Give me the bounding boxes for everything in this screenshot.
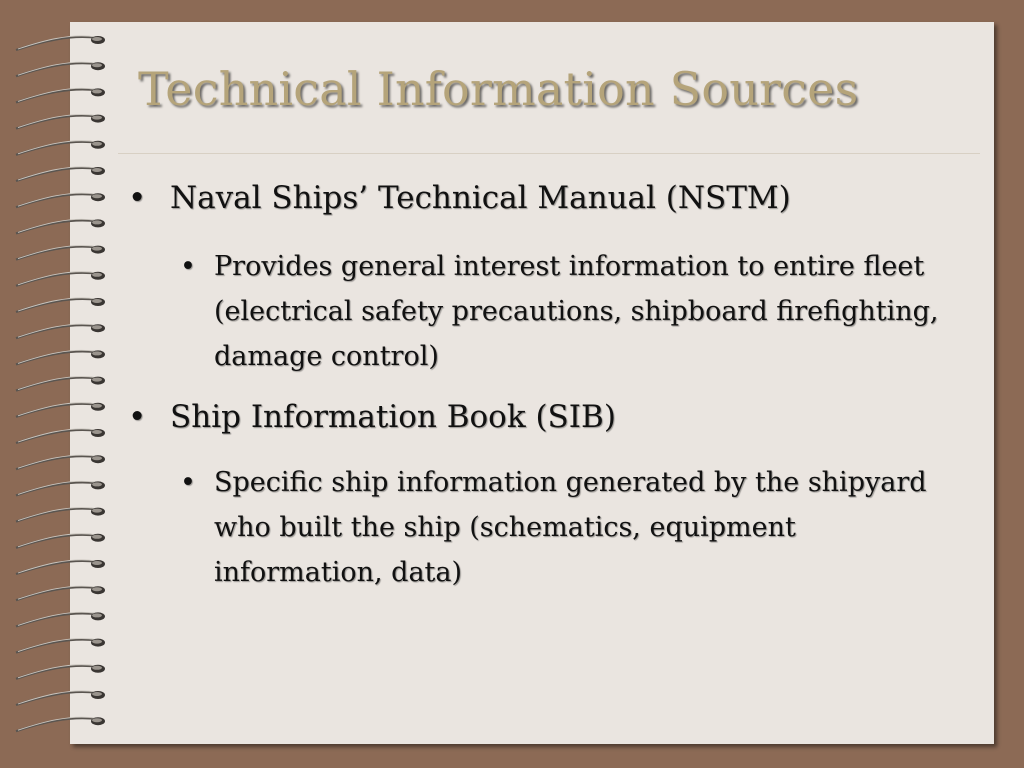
ring-cap bbox=[92, 116, 102, 120]
ring-cap bbox=[92, 430, 102, 434]
bullet-dot-icon: • bbox=[180, 467, 196, 498]
spiral-ring bbox=[16, 404, 98, 417]
slide-title: Technical Information Sources bbox=[138, 62, 859, 116]
bullet-dot-icon: • bbox=[128, 180, 147, 216]
bullet-text: Ship Information Book (SIB) bbox=[170, 399, 616, 435]
spiral-ring bbox=[16, 718, 98, 731]
spiral-ring bbox=[16, 378, 98, 391]
bullet-dot-icon: • bbox=[128, 399, 147, 435]
ring-cap bbox=[92, 273, 102, 277]
ring-cap bbox=[92, 535, 102, 539]
sub-bullet-nstm bbox=[180, 244, 940, 379]
spiral-ring bbox=[16, 535, 98, 548]
ring-cap bbox=[92, 482, 102, 486]
ring-cap bbox=[92, 613, 102, 617]
sub-bullet-sib bbox=[180, 460, 950, 595]
spiral-ring bbox=[16, 482, 98, 495]
ring-cap bbox=[92, 718, 102, 722]
ring-cap bbox=[92, 142, 102, 146]
spiral-ring bbox=[16, 692, 98, 705]
ring-cap bbox=[92, 220, 102, 224]
spiral-ring bbox=[16, 456, 98, 469]
ring-cap bbox=[92, 666, 102, 670]
spiral-ring bbox=[16, 351, 98, 364]
sub-bullet-text: Specific ship information generated by the shipyard who built the ship (schematics, equipment information, data) bbox=[214, 467, 927, 588]
ring-cap bbox=[92, 351, 102, 355]
spiral-ring bbox=[16, 142, 98, 155]
bullet-text: Naval Ships’ Technical Manual (NSTM) bbox=[170, 180, 791, 216]
ring-cap bbox=[92, 63, 102, 67]
spiral-ring bbox=[16, 247, 98, 260]
ring-cap bbox=[92, 194, 102, 198]
spiral-ring bbox=[16, 220, 98, 233]
ring-cap bbox=[92, 89, 102, 93]
sub-bullet-text: Provides general interest information to entire fleet (electrical safety precautions, shipboard firefighting, damage control) bbox=[214, 251, 939, 372]
spiral-ring bbox=[16, 194, 98, 207]
ring-cap bbox=[92, 587, 102, 591]
spiral-ring bbox=[16, 116, 98, 129]
spiral-ring bbox=[16, 299, 98, 312]
ring-cap bbox=[92, 37, 102, 41]
ring-cap bbox=[92, 404, 102, 408]
ring-cap bbox=[92, 299, 102, 303]
notebook-page bbox=[70, 22, 994, 744]
spiral-ring bbox=[16, 168, 98, 181]
spiral-ring bbox=[16, 89, 98, 102]
ring-cap bbox=[92, 247, 102, 251]
spiral-ring bbox=[16, 613, 98, 626]
bullet-dot-icon: • bbox=[180, 251, 196, 282]
spiral-ring bbox=[16, 430, 98, 443]
spiral-ring bbox=[16, 273, 98, 286]
spiral-ring bbox=[16, 640, 98, 653]
ring-cap bbox=[92, 325, 102, 329]
ring-cap bbox=[92, 640, 102, 644]
ring-cap bbox=[92, 456, 102, 460]
spiral-ring bbox=[16, 63, 98, 76]
spiral-ring bbox=[16, 666, 98, 679]
ring-cap bbox=[92, 168, 102, 172]
spiral-ring bbox=[16, 325, 98, 338]
bullet-sib bbox=[128, 399, 616, 435]
bullet-nstm bbox=[128, 180, 791, 216]
ring-cap bbox=[92, 378, 102, 382]
spiral-binding-icon bbox=[0, 0, 120, 768]
spiral-ring bbox=[16, 37, 98, 50]
spiral-ring bbox=[16, 509, 98, 522]
title-divider bbox=[118, 153, 980, 154]
spiral-ring bbox=[16, 587, 98, 600]
ring-cap bbox=[92, 561, 102, 565]
ring-cap bbox=[92, 509, 102, 513]
ring-cap bbox=[92, 692, 102, 696]
spiral-ring bbox=[16, 561, 98, 574]
